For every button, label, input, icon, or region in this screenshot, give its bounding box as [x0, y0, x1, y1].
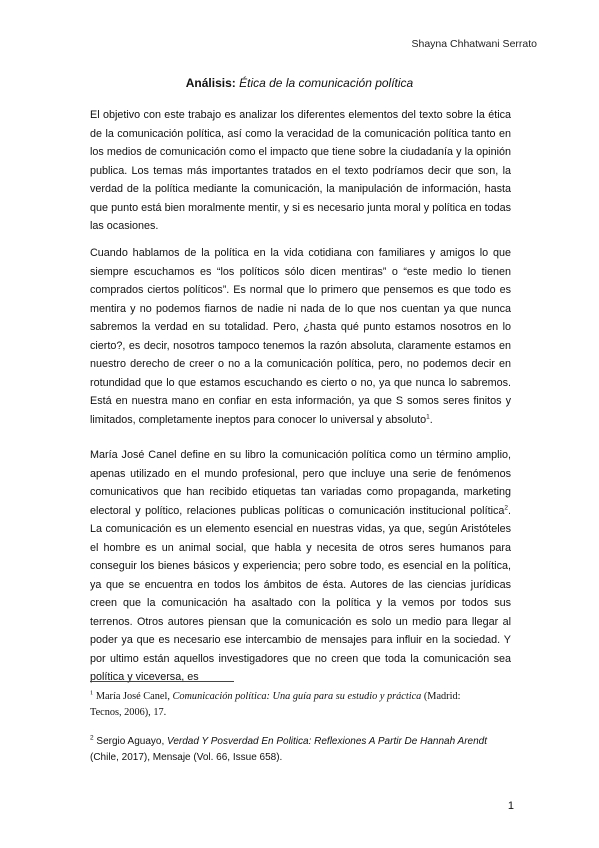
footnote-1-work: Comunicación política: Una guía para su estudio y práctica	[172, 691, 422, 702]
header-author: Shayna Chhatwani Serrato	[411, 38, 537, 50]
page-number: 1	[507, 800, 514, 812]
paragraph-1-text: El objetivo con este trabajo es analizar los diferentes elementos del texto sobre la ética de la comunicación política, así como la veracidad de la comunicación política tanto en los medios de comunicación como el impacto que tiene sobre la ciudadanía y la opinión publica. Los temas más importantes tratados en el texto podríamos decir que son, la verdad de la política mediante la comunicación, la manipulación de información, hasta que punto está bien moralmente mentir, y si es necesario junta moral y política en todas las ocasiones.	[90, 109, 511, 232]
footnote-2-work: Verdad Y Posverdad En Politica: Reflexiones A Partir De Hannah Arendt	[167, 736, 488, 747]
footnote-1-rest: (Madrid: Tecnos, 2006), 17.	[90, 691, 461, 718]
footnote-2	[90, 734, 490, 766]
footnote-1	[90, 689, 490, 721]
paragraph-3-body-a: María José Canel define en su libro la comunicación política como un término amplio, apenas utilizado en el mundo profesional, pero que incluye una serie de fenómenos comunicativos que han recibido etiquetas tan variadas como propaganda, marketing electoral y político, relaciones publicas políticas o comunicación institucional política	[90, 449, 511, 517]
paragraph-3	[90, 446, 511, 687]
footnote-ref-2[interactable]: 2	[504, 503, 508, 511]
footnote-2-rest: (Chile, 2017), Mensaje (Vol. 66, Issue 658).	[90, 752, 283, 763]
footnote-2-number: 2	[90, 734, 94, 742]
footnote-ref-1[interactable]: 1	[426, 412, 430, 420]
footnote-2-author: Sergio Aguayo,	[96, 736, 165, 747]
title-label: Análisis:	[185, 76, 236, 90]
footnote-1-number: 1	[90, 689, 94, 697]
footnote-1-author: María José Canel,	[95, 691, 170, 702]
document-title	[0, 76, 599, 90]
title-subtitle: Ética de la comunicación política	[239, 76, 414, 90]
paragraph-3-text	[90, 446, 511, 687]
paragraph-2	[90, 244, 511, 429]
paragraph-2-body: Cuando hablamos de la política en la vida cotidiana con familiares y amigos lo que siempre escuchamos es “los políticos sólo dicen mentiras” o “este medio lo tienen comprados ciertos políticos”. Es normal que lo primero que pensemos es que todo es mentira y no podemos fiarnos de nadie ni nada de lo que nos cuentan ya que nunca sabremos la verdad en su totalidad. Pero, ¿hasta qué punto estamos nosotros en lo cierto?, es decir, nosotros tampoco tenemos la razón absoluta, claramente estamos en nuestro derecho de creer o no a la comunicación política, pero, no podemos decir en rotundidad que lo que estamos escuchando es cierto o no, ya que nunca lo sabremos. Está en nuestra mano en confiar en esta información, ya que S somos seres finitos y limitados, completamente ineptos para conocer lo universal y absoluto	[90, 247, 511, 426]
paragraph-1	[90, 106, 511, 236]
paragraph-2-text: Cuando hablamos de la política en la vida cotidiana con familiares y amigos lo que siempre escuchamos es “los políticos sólo dicen mentiras” o “este medio lo tienen comprados ciertos políticos”. Es normal que lo primero que pensemos es que todo es mentira y no podemos fiarnos de nadie ni nada de lo que nos cuentan ya que nunca sabremos la verdad en su totalidad. Pero, ¿hasta qué punto estamos nosotros en lo cierto?, es decir, nosotros tampoco tenemos la razón absoluta, claramente estamos en nuestro derecho de creer o no a la comunicación política, pero, no podemos decir en rotundidad que lo que estamos escuchando es cierto o no, ya que nunca lo sabremos. Está en nuestra mano en confiar en esta información, ya que S somos seres finitos y limitados, completamente ineptos para conocer lo universal y absoluto$^1$.	[90, 247, 511, 426]
paragraph-3-body-b: . La comunicación es un elemento esencial en nuestras vidas, ya que, según Aristóteles el hombre es un animal social, que habla y necesita de otros seres humanos para conseguir los bienes básicos y experiencia; pero sobre todo, es esencial en la política, ya que se encuentra en todos los ámbitos de ésta. Autores de las ciencias jurídicas creen que la comunicación ha asaltado con la política y la vemos por todos sus terrenos. Otros autores piensan que la comunicación es solo un medio para llegar al poder ya que es necesario ese intercambio de mensajes para influir en la sociedad. Y por ultimo están aquellos investigadores que no creen que toda la comunicación sea política y viceversa, es	[90, 504, 511, 683]
footnote-separator	[90, 681, 234, 682]
